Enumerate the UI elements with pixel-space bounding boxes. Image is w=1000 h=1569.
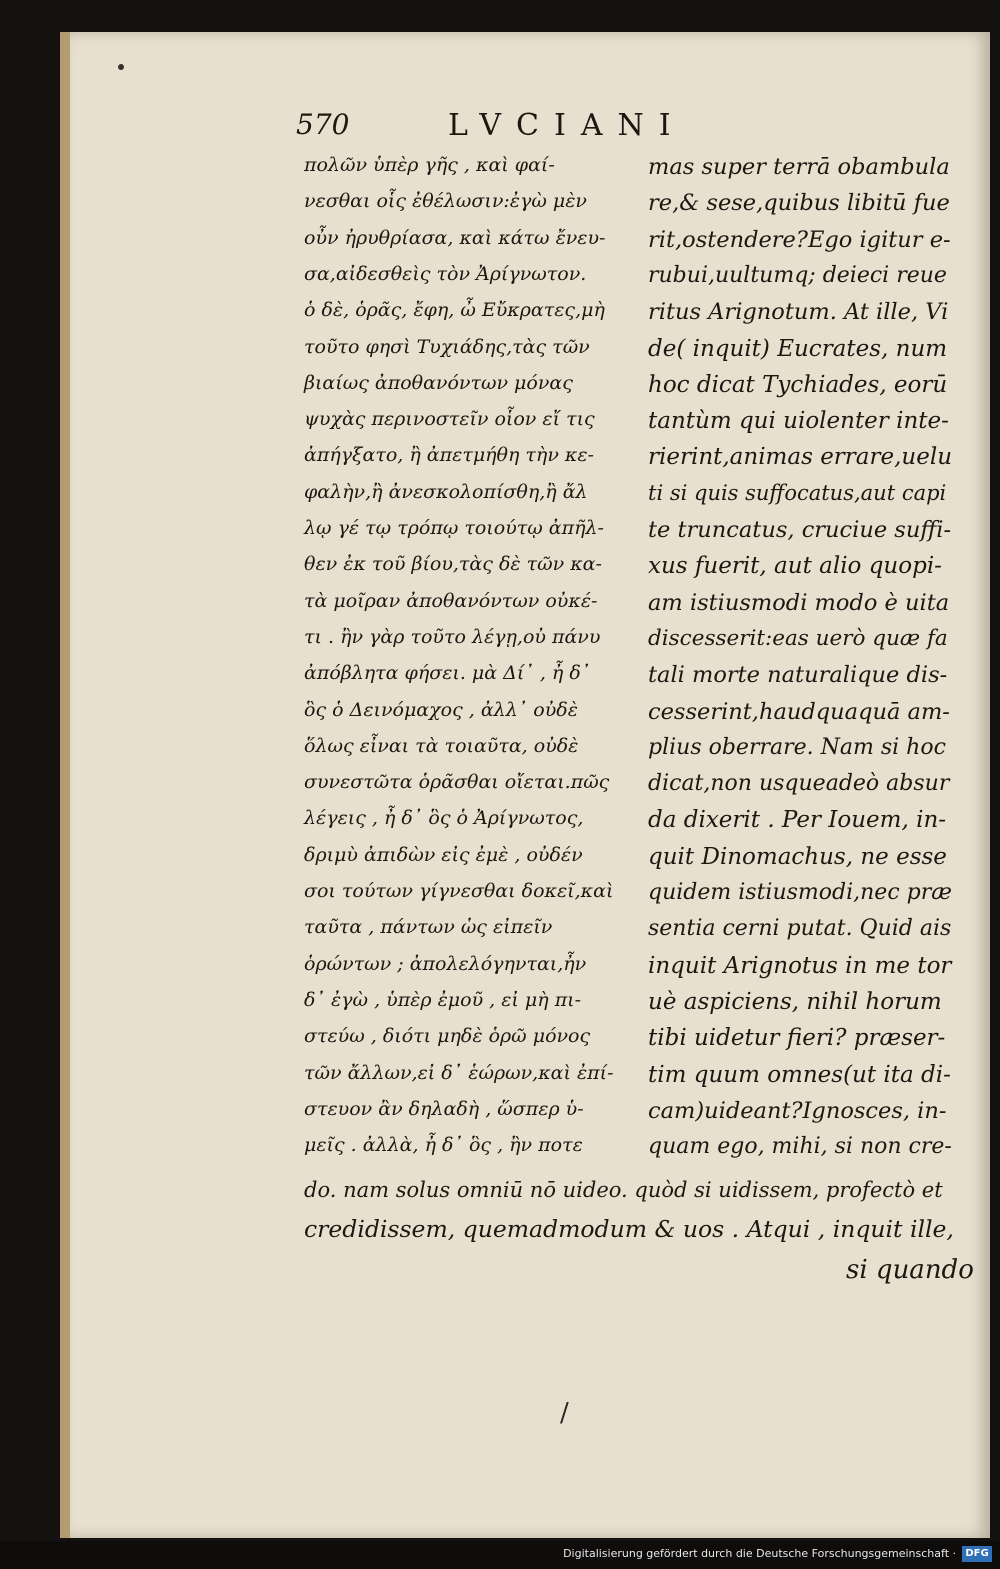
latin-line: re,& sese,quibus libitū fue	[648, 190, 950, 217]
latin-line: de( inquit) Eucrates, num	[648, 335, 948, 362]
greek-line: στεύω , διότι μηδὲ ὁρῶ μόνος	[304, 1025, 591, 1048]
dfg-logo: DFG	[962, 1546, 992, 1562]
greek-line: στευον ἂν δηλαδὴ , ὥσπερ ὑ-	[304, 1097, 584, 1120]
footer-bar	[0, 1541, 1000, 1569]
full-width-line: credidissem, quemadmodum & uos . Atqui , inquit ille,	[304, 1215, 954, 1243]
greek-line: οὖν ἠρυθρίασα, καὶ κάτω ἔνευ-	[304, 226, 606, 249]
latin-line: quam ego, mihi, si non cre-	[648, 1134, 952, 1160]
greek-line: ὃς ὁ Δεινόμαχος , ἀλλ᾽ οὐδὲ	[304, 698, 578, 721]
latin-line: cesserint,haudquaquā am-	[648, 698, 950, 725]
greek-line: τι . ἢν γὰρ τοῦτο λέγῃ,οὐ πάνυ	[304, 625, 601, 648]
latin-line: da dixerit . Per Iouem, in-	[648, 807, 947, 834]
latin-line: rit,ostendere?Ego igitur e-	[648, 226, 951, 253]
greek-line: σοι τούτων γίγνεσθαι δοκεῖ,καὶ	[304, 880, 614, 902]
latin-line: tantùm qui uiolenter inte-	[648, 408, 949, 435]
latin-line: rubui,uultumq; deieci reue	[648, 262, 947, 288]
latin-line: xus fuerit, aut alio quopi-	[648, 553, 942, 580]
greek-line: δριμὺ ἀπιδὼν εἰς ἐμὲ , οὐδέν	[304, 843, 583, 866]
latin-line: te truncatus, cruciue suffi-	[648, 517, 952, 543]
greek-line: ἀπήγξατο, ἢ ἀπετμήθη τὴν κε-	[304, 444, 594, 467]
full-width-line: do. nam solus omniū nō uideo. quòd si uidissem, profectò et	[304, 1178, 943, 1202]
ink-dot	[118, 64, 124, 70]
latin-line: mas super terrā obambula	[648, 154, 950, 180]
latin-line: tibi uidetur fieri? præser-	[648, 1025, 946, 1052]
latin-line: ritus Arignotum. At ille, Vi	[648, 299, 949, 326]
greek-line: ὁρώντων ; ἀπολελόγηνται,ἦν	[304, 952, 587, 975]
latin-line: quit Dinomachus, ne esse	[648, 843, 947, 870]
latin-line: rierint,animas errare,uelu	[648, 444, 953, 471]
greek-line: σα,αἰδεσθεὶς τὸν Ἀρίγνωτον.	[304, 262, 587, 285]
greek-line: τὰ μοῖραν ἀποθανόντων οὐκέ-	[304, 589, 598, 612]
latin-line: plius oberrare. Nam si hoc	[648, 734, 946, 760]
footer-credit: Digitalisierung gefördert durch die Deutsche Forschungsgemeinschaft ·	[563, 1547, 956, 1560]
page-number: 570	[296, 108, 350, 141]
latin-line: am istiusmodi modo è uita	[648, 589, 950, 616]
margin-mark: /	[560, 1398, 569, 1428]
latin-line: quidem istiusmodi,nec præ	[648, 880, 952, 905]
catchword: si quando	[846, 1255, 974, 1285]
latin-line: ti si quis suffocatus,aut capi	[648, 480, 947, 505]
greek-line: ὅλως εἶναι τὰ τοιαῦτα, οὐδὲ	[304, 734, 579, 757]
latin-line: sentia cerni putat. Quid ais	[648, 916, 952, 942]
greek-line: τῶν ἄλλων,εἰ δ᾽ ἑώρων,καὶ ἐπί-	[304, 1061, 614, 1084]
greek-line: τοῦτο φησὶ Τυχιάδης,τὰς τῶν	[304, 335, 590, 358]
latin-line: inquit Arignotus in me tor	[648, 952, 952, 979]
latin-line: tim quum omnes(ut ita di-	[648, 1061, 951, 1088]
greek-line: ὁ δὲ, ὁρᾶς, ἔφη, ὦ Εὔκρατες,μὴ	[304, 299, 605, 322]
latin-line: hoc dicat Tychiades, eorū	[648, 371, 948, 398]
greek-line: ἀπόβλητα φήσει. μὰ Δί᾽ , ἦ δ᾽	[304, 662, 591, 685]
greek-line: λέγεις , ἦ δ᾽ ὃς ὁ Ἀρίγνωτος,	[304, 807, 584, 830]
greek-line: ταῦτα , πάντων ὡς εἰπεῖν	[304, 916, 553, 939]
latin-line: dicat,non usqueadeò absur	[648, 771, 950, 797]
latin-line: cam)uideant?Ignosces, in-	[648, 1097, 947, 1124]
greek-line: βιαίως ἀποθανόντων μόνας	[304, 371, 573, 394]
greek-line: μεῖς . ἀλλὰ, ἦ δ᾽ ὃς , ἢν ποτε	[304, 1134, 583, 1157]
greek-line: δ᾽ ἐγὼ , ὑπὲρ ἐμοῦ , εἰ μὴ πι-	[304, 988, 582, 1011]
greek-line: πολῶν ὑπὲρ γῆς , καὶ φαί-	[304, 154, 555, 176]
greek-line: φαλὴν,ἢ ἀνεσκολοπίσθη,ἢ ἄλ	[304, 480, 588, 503]
latin-line: uè aspiciens, nihil horum	[648, 988, 942, 1015]
running-title: LVCIANI	[448, 108, 686, 143]
greek-line: λῳ γέ τῳ τρόπῳ τοιούτῳ ἀπῆλ-	[304, 517, 604, 539]
greek-line: θεν ἐκ τοῦ βίου,τὰς δὲ τῶν κα-	[304, 553, 602, 576]
greek-line: συνεστῶτα ὁρᾶσθαι οἴεται.πῶς	[304, 771, 610, 794]
greek-line: ψυχὰς περινοστεῖν οἷον εἴ τις	[304, 408, 595, 431]
greek-line: νεσθαι οἷς ἐθέλωσιν:ἐγὼ μὲν	[304, 190, 587, 213]
latin-line: tali morte naturalique dis-	[648, 662, 948, 689]
latin-line: discesserit:eas uerò quæ fa	[648, 625, 948, 651]
